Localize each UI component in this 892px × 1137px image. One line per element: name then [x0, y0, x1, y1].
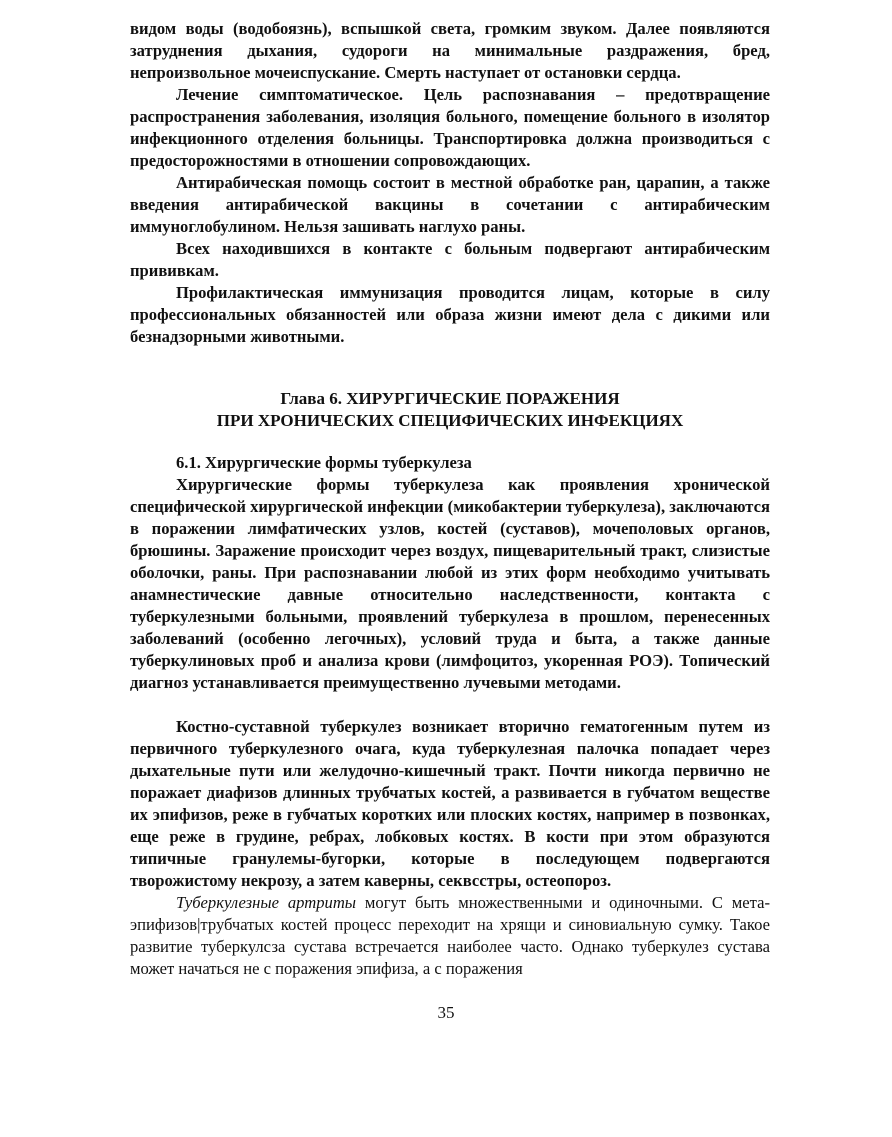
paragraph-antirabies-help: Антирабическая помощь состоит в местной обработке ран, царапин, а также введения антирабической вакцины в сочетании с антирабическим иммуноглобулином. Нельзя зашивать наглухо раны. — [130, 173, 770, 236]
chapter-title-line-1: Глава 6. ХИРУРГИЧЕСКИЕ ПОРАЖЕНИЯ — [280, 389, 620, 408]
bone-joint-body: возникает вторично гематогенным путем из первичного туберкулезного очага, куда туберкулезная палочка попадает через дыхательные пути или желудочно-кишечный тракт. Почти никогда первично не поражает диафизов длинных трубчатых костей, а развивается в губчатом веществе их эпифизов, реже в губчатых коротких или плоских костях, например в позвонках, еще реже в грудине, ребрах, лобковых костях. В кости при этом образуются типичные гранулемы-бугорки, которые в последующем подвергаются творожистому некрозу, а затем каверны, секвсстры, остеопороз. — [130, 717, 770, 890]
arthritis-body: могут быть множественными и одиночными. С мета-эпифизов|трубчатых костей процесс переходит на хрящи и синовиальную сумку. Такое развитие туберкулсза сустава встречается наиболее часто. Однако туберкулез сустава может начаться не с поражения эпифиза, а с поражения — [130, 893, 771, 978]
chapter-title-line-2: ПРИ ХРОНИЧЕСКИХ СПЕЦИФИЧЕСКИХ ИНФЕКЦИЯХ — [216, 411, 684, 430]
bone-joint-lead: Костно-суставной туберкулез — [176, 717, 402, 736]
paragraph-rabies-symptoms: видом воды (водобоязнь), вспышкой света, громким звуком. Далее появляются затруднения дыхания, судороги на минимальные раздражения, бред, непроизвольное мочеиспускание. Смерть наступает от остановки сердца. — [130, 19, 770, 82]
paragraph-tuberculous-arthritis — [130, 892, 770, 980]
arthritis-lead: Туберкулезные артриты — [176, 893, 357, 912]
paragraph-bone-joint-tuberculosis — [130, 716, 770, 892]
chapter-heading — [130, 388, 770, 432]
paragraph-tuberculosis-forms: Хирургические формы туберкулеза как проявления хронической специфической хирургической инфекции (микобактерии туберкулеза), заключаются в поражении лимфатических узлов, костей (суставов), мочеполовых органов, брюшины. Заражение происходит через воздух, пищеварительный тракт, слизистые оболочки, раны. При распознавании любой из этих форм необходимо учитывать анамнестические давные относительно наследственности, контакта с туберкулезными больными, проявлений туберкулеза в прошлом, перенесенных заболеваний (особенно легочных), условий труда и быта, а также данные туберкулиновых проб и анализа крови (лимфоцитоз, укоренная РОЭ). Топический диагноз устанавливается преимущественно лучевыми методами. — [130, 475, 770, 692]
paragraph-contacts: Всех находившихся в контакте с больным подвергают антирабическим прививкам. — [130, 239, 770, 280]
paragraph-rabies-treatment: Лечение симптоматическое. Цель распознавания – предотвращение распространения заболевания, изоляция больного, помещение больного в изолятор инфекционного отделения больницы. Транспортировка должна производиться с предосторожностями в отношении сопровождающих. — [130, 85, 770, 170]
section-title: 6.1. Хирургические формы туберкулеза — [176, 453, 472, 472]
page-number: 35 — [437, 1003, 455, 1022]
paragraph-prophylaxis: Профилактическая иммунизация проводится лицам, которые в силу профессиональных обязанностей или образа жизни имеют дела с дикими или безнадзорными животными. — [130, 283, 770, 346]
